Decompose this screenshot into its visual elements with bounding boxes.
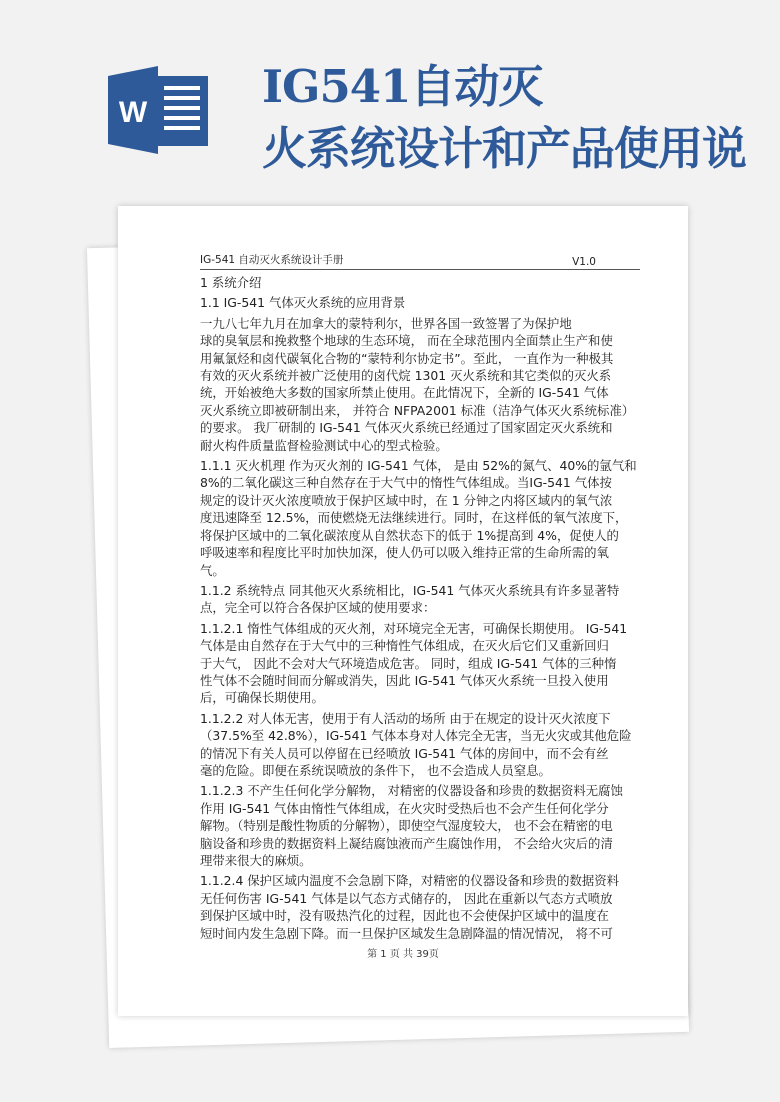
text-line: 1.1.2.3 不产生任何化学分解物， 对精密的仪器设备和珍贵的数据资料无腐蚀 [200,783,623,799]
paragraph [200,315,640,454]
text-line: 毫的危险。即便在系统误喷放的条件下， 也不会造成人员窒息。 [200,762,551,778]
text-line: 灭火系统立即被研制出来， 并符合 NFPA2001 标准（洁净气体灭火系统标准） [200,402,635,418]
header-title: IG-541 自动灭火系统设计手册 [200,254,344,266]
text-line: 无任何伤害 IG-541 气体是以气态方式储存的， 因此在重新以气态方式喷放 [200,890,613,906]
text-line: 后，可确保长期使用。 [200,690,324,706]
text-line: 有效的灭火系统并被广泛使用的卤代烷 1301 灭火系统和其它类似的灭火系 [200,368,612,384]
text-line: 理带来很大的麻烦。 [200,853,312,868]
text-line: 气。 [200,562,225,578]
text-line: 作用 IG-541 气体由惰性气体组成，在火灾时受热后也不会产生任何化学分 [200,800,609,816]
text-line: 1.1 IG-541 气体灭火系统的应用背景 [200,295,406,311]
text-line: 将保护区域中的二氧化碳浓度从自然状态下的低于 1%提高到 4%，促使人的 [200,527,619,543]
text-line: 1.1.2 系统特点 同其他灭火系统相比，IG-541 气体灭火系统具有许多显著特 [200,582,620,598]
text-line: 球的臭氧层和挽救整个地球的生态环境， 而在全球范围内全面禁止生产和使 [200,333,613,349]
page-header [200,252,640,270]
text-line: 统，开始被绝大多数的国家所禁止使用。在此情况下，全新的 IG-541 气体 [200,385,609,401]
text-line: 8%的二氧化碳这三种自然存在于大气中的惰性气体组成。当IG-541 气体按 [200,475,612,491]
header-version: V1.0 [572,256,596,268]
section-heading [200,274,640,291]
text-line: 1.1.2.2 对人体无害，使用于有人活动的场所 由于在规定的设计灭火浓度下 [200,710,611,726]
text-line: 气体是由自然存在于大气中的三种惰性气体组成，在灭火后它们又重新回归 [200,638,609,654]
text-line: 1 系统介绍 [200,275,262,290]
text-line: 1.1.2.1 惰性气体组成的灭火剂，对环境完全无害，可确保长期使用。 IG-541 [200,620,628,636]
text-line: 到保护区域中时，没有吸热汽化的过程，因此也不会使保护区域中的温度在 [200,908,609,924]
text-line: （37.5%至 42.8%），IG-541 气体本身对人体完全无害，当无火灾或其他危险 [200,728,632,744]
paragraph [200,457,640,579]
text-line: 度迅速降至 12.5%，而使燃烧无法继续进行。同时，在这样低的氧气浓度下， [200,510,628,526]
text-line: 点，完全可以符合各保护区域的使用要求： [200,600,436,616]
paragraph [200,710,640,780]
paragraph [200,782,640,869]
text-line: 耐火构件质量监督检验测试中心的型式检验。 [200,437,448,453]
text-line: 的情况下有关人员可以停留在已经喷放 IG-541 气体的房间中，而不会有丝 [200,745,609,761]
paragraph [200,582,640,617]
text-line: 短时间内发生急剧下降。而一旦保护区域发生急剧降温的情况情况， 将不可 [200,925,613,941]
text-line: 性气体不会随时间而分解或消失，因此 IG-541 气体灭火系统一旦投入使用 [200,672,609,688]
word-letter: W [118,96,148,129]
text-line: 于大气， 因此不会对大气环境造成危害。 同时，组成 IG-541 气体的三种惰 [200,655,617,671]
document-page [118,206,688,1016]
text-line: 解物。（特别是酸性物质的分解物），即使空气湿度较大， 也不会在精密的电 [200,818,613,834]
text-line: 用氟氯烃和卤代碳氧化合物的“蒙特利尔协定书”。至此， 一直作为一种极其 [200,350,614,366]
banner-title-line1: IG541自动灭 [262,60,543,113]
paragraph [200,872,640,942]
text-line: 的要求。 我厂研制的 IG-541 气体灭火系统已经通过了国家固定灭火系统和 [200,420,613,436]
text-line: 呼吸速率和程度比平时加快加深，使人仍可以吸入维持正常的生命所需的氧 [200,545,609,561]
text-line: 一九八七年九月在加拿大的蒙特利尔，世界各国一致签署了为保护地 [200,315,572,331]
document-body [200,274,640,945]
text-line: 1.1.1 灭火机理 作为灭火剂的 IG-541 气体， 是由 52%的氮气、40%的氩气和 [200,458,637,474]
subsection-heading [200,294,640,311]
paragraph [200,620,640,707]
text-line: 规定的设计灭火浓度喷放于保护区域中时，在 1 分钟之内将区域内的氧气浓 [200,492,613,508]
banner-title-line2: 火系统设计和产品使用说 [262,122,747,175]
banner-title [262,56,772,180]
text-line: 1.1.2.4 保护区域内温度不会急剧下降，对精密的仪器设备和珍贵的数据资料 [200,873,620,889]
page-footer: 第 1 页 共 39页 [367,949,439,960]
text-line: 脑设备和珍贵的数据资料上凝结腐蚀液而产生腐蚀作用， 不会给火灾后的清 [200,835,613,851]
word-document-icon [108,66,210,154]
